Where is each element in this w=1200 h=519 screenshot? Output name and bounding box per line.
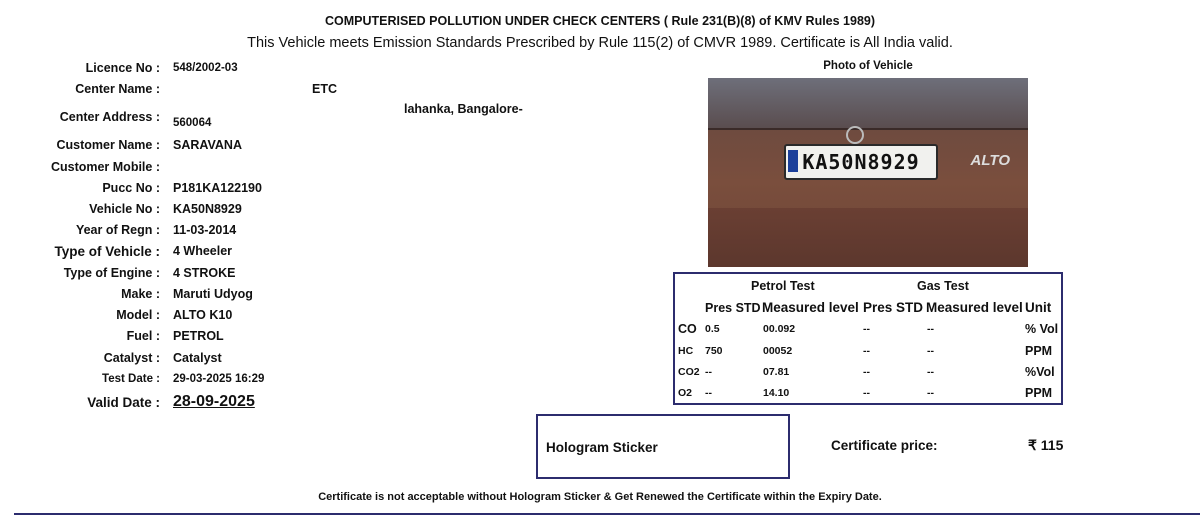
- type-engine-value: 4 STROKE: [173, 266, 236, 280]
- customer-mobile-label: Customer Mobile :: [50, 160, 160, 174]
- hologram-label: Hologram Sticker: [546, 440, 658, 455]
- row-measured: 07.81: [763, 366, 790, 378]
- fuel-label: Fuel :: [126, 329, 160, 343]
- make-label: Make :: [121, 287, 160, 301]
- bottom-divider: [14, 513, 1200, 515]
- footer-note: Certificate is not acceptable without Hologram Sticker & Get Renewed the Certificate within the Expiry Date.: [318, 491, 882, 503]
- row-gas: CO2: [678, 366, 700, 378]
- vehicle-no-value: KA50N8929: [173, 202, 242, 216]
- row-unit: % Vol: [1025, 322, 1059, 336]
- licence-value: 548/2002-03: [173, 62, 238, 74]
- row-unit: %Vol: [1025, 365, 1055, 379]
- center-name-label: Center Name :: [75, 82, 160, 96]
- row-gas-meas: --: [927, 387, 934, 399]
- plate-ind-strip: [788, 150, 798, 172]
- row-pres: --: [705, 387, 712, 399]
- row-measured: 00.092: [763, 323, 796, 335]
- hologram-sticker-box: [536, 414, 790, 479]
- center-name-value: ETC: [312, 82, 337, 96]
- fuel-value: PETROL: [173, 329, 224, 343]
- license-plate: [784, 144, 938, 180]
- plate-text: KA50N8929: [802, 150, 920, 174]
- row-gas: CO: [678, 322, 697, 336]
- col-pres-std: Pres STD: [705, 301, 761, 315]
- col-measured-gas: Measured level: [926, 300, 1023, 315]
- catalyst-value: Catalyst: [173, 351, 222, 365]
- photo-label: Photo of Vehicle: [823, 60, 913, 72]
- row-gas-pres: --: [863, 323, 870, 335]
- row-pres: 750: [705, 345, 723, 357]
- brand-logo-icon: [846, 126, 864, 144]
- emission-table: [673, 272, 1063, 405]
- type-vehicle-value: 4 Wheeler: [173, 244, 233, 258]
- col-measured: Measured level: [762, 300, 859, 315]
- row-gas-pres: --: [863, 345, 870, 357]
- certificate-title: COMPUTERISED POLLUTION UNDER CHECK CENTERS ( Rule 231(B)(8) of KMV Rules 1989): [324, 14, 876, 28]
- row-pres: 0.5: [705, 323, 720, 335]
- row-measured: 14.10: [763, 387, 790, 399]
- row-gas: HC: [678, 345, 694, 357]
- year-regn-label: Year of Regn :: [75, 223, 160, 237]
- customer-name-label: Customer Name :: [56, 138, 160, 152]
- center-address-label: Center Address :: [59, 110, 160, 124]
- row-unit: PPM: [1025, 386, 1053, 400]
- pucc-label: Pucc No :: [102, 181, 160, 195]
- test-date-label: Test Date :: [102, 373, 160, 385]
- gas-test-header: Gas Test: [917, 279, 969, 293]
- model-value: ALTO K10: [173, 308, 233, 322]
- customer-name-value: SARAVANA: [173, 138, 242, 152]
- rear-bumper: [708, 208, 1028, 267]
- pucc-value: P181KA122190: [173, 181, 262, 195]
- catalyst-label: Catalyst :: [103, 351, 160, 365]
- col-unit: Unit: [1025, 300, 1052, 315]
- valid-date-label: Valid Date :: [87, 395, 160, 410]
- rear-window: [708, 78, 1028, 130]
- model-badge: ALTO: [970, 152, 1010, 169]
- row-gas-pres: --: [863, 387, 870, 399]
- row-gas: O2: [678, 387, 693, 399]
- licence-label: Licence No :: [85, 61, 160, 75]
- row-pres: --: [705, 366, 712, 378]
- row-gas-meas: --: [927, 323, 934, 335]
- row-gas-meas: --: [927, 345, 934, 357]
- type-engine-label: Type of Engine :: [63, 266, 160, 280]
- test-date-value: 29-03-2025 16:29: [173, 373, 265, 385]
- row-measured: 00052: [763, 345, 793, 357]
- certificate-price-value: ₹ 115: [1028, 437, 1064, 453]
- row-unit: PPM: [1025, 344, 1053, 358]
- year-regn-value: 11-03-2014: [173, 223, 237, 237]
- row-gas-meas: --: [927, 366, 934, 378]
- center-address-value: lahanka, Bangalore-: [404, 102, 523, 116]
- center-address-pin: 560064: [173, 117, 212, 129]
- vehicle-photo: [708, 78, 1028, 267]
- vehicle-no-label: Vehicle No :: [89, 202, 160, 216]
- col-pres-std-gas: Pres STD: [863, 300, 924, 315]
- make-value: Maruti Udyog: [173, 287, 253, 301]
- valid-date-value: 28-09-2025: [173, 393, 255, 410]
- certificate-subtitle: This Vehicle meets Emission Standards Prescribed by Rule 115(2) of CMVR 1989. Certificate is All India valid.: [247, 35, 953, 51]
- type-vehicle-label: Type of Vehicle :: [54, 244, 160, 259]
- row-gas-pres: --: [863, 366, 870, 378]
- model-label: Model :: [116, 308, 160, 322]
- petrol-test-header: Petrol Test: [751, 279, 815, 293]
- certificate-price-label: Certificate price:: [831, 438, 938, 453]
